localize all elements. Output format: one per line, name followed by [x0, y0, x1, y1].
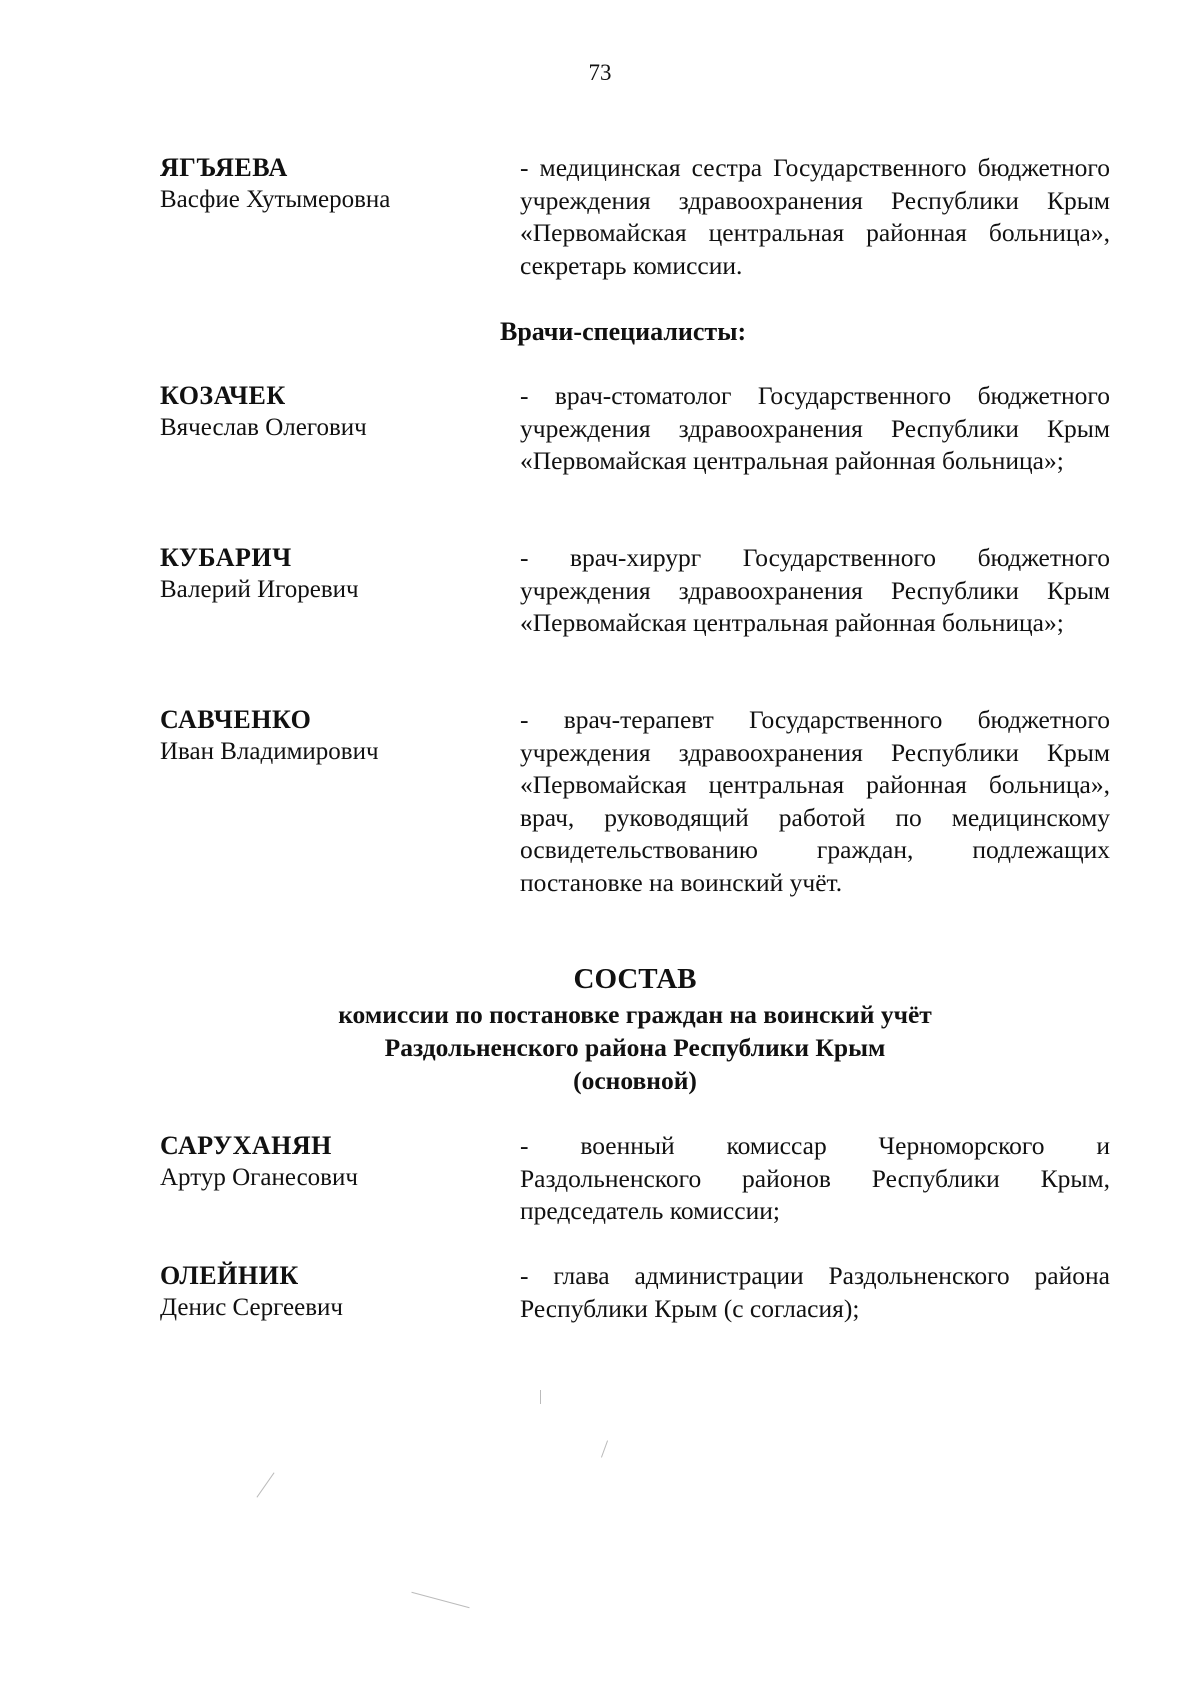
given-name: Васфие Хутымеровна: [160, 186, 391, 213]
scan-speck: [256, 1472, 274, 1497]
entry-specialist: [160, 380, 1120, 478]
composition-line: Раздольненского района Республики Крым: [384, 1033, 886, 1062]
surname: КОЗАЧЕК: [160, 381, 286, 410]
composition-title: СОСТАВ: [573, 963, 697, 995]
surname: САВЧЕНКО: [160, 705, 312, 734]
person-name: [160, 1130, 520, 1228]
page-number: 73: [588, 60, 612, 85]
role-description: - военный комиссар Черноморского и Раздольненского районов Республики Крым, председатель комиссии;: [520, 1131, 1110, 1226]
specialists-heading: Врачи-специалисты:: [500, 317, 747, 346]
given-name: Денис Сергеевич: [160, 1294, 344, 1321]
scan-speck: [411, 1592, 469, 1608]
person-name: [160, 152, 520, 282]
surname: ЯГЪЯЕВА: [160, 153, 288, 182]
given-name: Иван Владимирович: [160, 738, 379, 765]
surname: ОЛЕЙНИК: [160, 1261, 299, 1290]
given-name: Артур Оганесович: [160, 1164, 358, 1191]
surname: КУБАРИЧ: [160, 543, 292, 572]
given-name: Вячеслав Олегович: [160, 414, 367, 441]
role-description: - врач-терапевт Государственного бюджетного учреждения здравоохранения Республики Крым «Первомайская центральная районная больница», врач, руководящий работой по медицинскому освидетельствованию граждан, подлежащих постановке на воинский учёт.: [520, 705, 1110, 897]
scan-speck: [540, 1390, 541, 1404]
person-name: [160, 542, 520, 640]
role-description: - врач-хирург Государственного бюджетного учреждения здравоохранения Республики Крым «Первомайская центральная районная больница»;: [520, 543, 1110, 638]
role-description: - медицинская сестра Государственного бюджетного учреждения здравоохранения Республики Крым «Первомайская центральная районная больница», секретарь комиссии.: [520, 153, 1110, 280]
surname: САРУХАНЯН: [160, 1131, 332, 1160]
entry-secretary: [160, 152, 1120, 282]
composition-heading: [0, 960, 1200, 1097]
role-description: - глава администрации Раздольненского района Республики Крым (с согласия);: [520, 1261, 1110, 1323]
composition-line: (основной): [573, 1066, 697, 1095]
scan-speck: [601, 1440, 608, 1457]
entry-specialist: [160, 704, 1120, 900]
person-name: [160, 380, 520, 478]
composition-line: комиссии по постановке граждан на воинский учёт: [338, 1000, 932, 1029]
entry-specialist: [160, 542, 1120, 640]
role-description: - врач-стоматолог Государственного бюджетного учреждения здравоохранения Республики Крым «Первомайская центральная районная больница»;: [520, 381, 1110, 476]
person-name: [160, 704, 520, 900]
given-name: Валерий Игоревич: [160, 576, 359, 603]
entry-member: [160, 1130, 1120, 1228]
entry-member: [160, 1260, 1120, 1325]
person-name: [160, 1260, 520, 1325]
